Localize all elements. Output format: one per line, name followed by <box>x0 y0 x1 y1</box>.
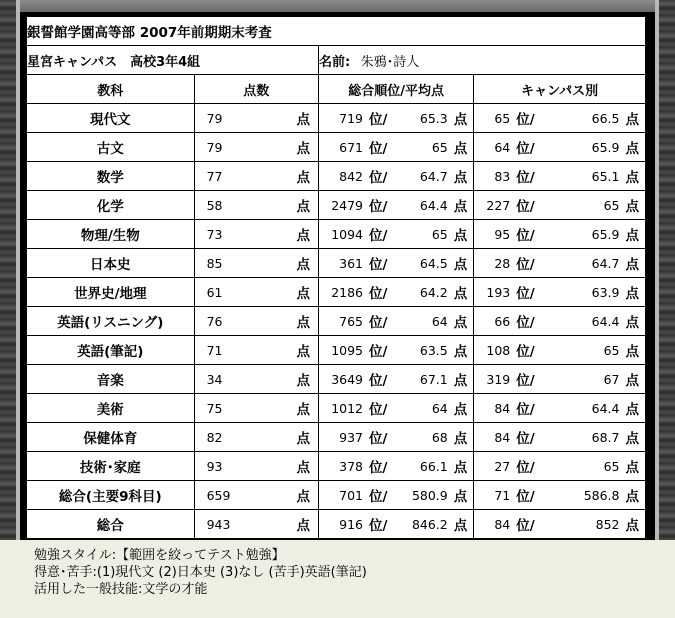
rank-unit: 位/ <box>369 170 388 186</box>
rank-unit: 位/ <box>516 315 535 331</box>
overall-rank: 842 <box>339 168 363 184</box>
campus-average: 66.5 <box>591 110 620 126</box>
table-row <box>27 510 646 539</box>
campus-average: 63.9 <box>591 284 620 300</box>
table-row <box>27 481 646 510</box>
overall-rank: 701 <box>339 487 363 503</box>
campus-cell <box>474 278 646 307</box>
student-name <box>319 46 646 75</box>
window-frame-right <box>655 0 675 540</box>
overall-average: 65.3 <box>419 110 448 126</box>
overall-cell <box>319 191 474 220</box>
point-unit: 点 <box>625 170 639 186</box>
overall-cell <box>319 481 474 510</box>
point-unit: 点 <box>453 402 468 418</box>
rank-unit: 位/ <box>369 112 388 128</box>
point-unit: 点 <box>625 518 639 534</box>
point-unit: 点 <box>296 141 310 157</box>
subject-cell: 美術 <box>27 394 195 423</box>
subject-cell: 技術･家庭 <box>27 452 195 481</box>
overall-rank: 671 <box>339 139 363 155</box>
overall-rank: 2479 <box>331 197 363 213</box>
point-unit: 点 <box>625 402 639 418</box>
score-value: 61 <box>206 284 223 300</box>
rank-unit: 位/ <box>369 460 388 476</box>
rank-unit: 位/ <box>516 170 535 186</box>
point-unit: 点 <box>625 373 639 389</box>
point-unit: 点 <box>296 489 310 505</box>
window-frame-top <box>0 0 675 12</box>
rank-unit: 位/ <box>369 431 388 447</box>
rank-unit: 位/ <box>516 257 535 273</box>
rank-unit: 位/ <box>369 228 388 244</box>
overall-average: 64.7 <box>419 168 448 184</box>
overall-cell <box>319 423 474 452</box>
score-value: 75 <box>206 400 223 416</box>
name-label: 名前: <box>319 54 351 70</box>
rank-unit: 位/ <box>516 344 535 360</box>
rank-unit: 位/ <box>369 257 388 273</box>
rank-unit: 位/ <box>516 286 535 302</box>
point-unit: 点 <box>453 431 468 447</box>
overall-cell <box>319 336 474 365</box>
point-unit: 点 <box>296 170 310 186</box>
applied-skill: 活用した一般技能:文学の才能 <box>34 582 208 597</box>
rank-unit: 位/ <box>369 344 388 360</box>
overall-rank: 916 <box>339 516 363 532</box>
campus-cell <box>474 104 646 133</box>
point-unit: 点 <box>625 315 639 331</box>
overall-rank: 361 <box>339 255 363 271</box>
overall-cell <box>319 162 474 191</box>
overall-cell <box>319 365 474 394</box>
rank-unit: 位/ <box>516 431 535 447</box>
score-cell <box>194 104 318 133</box>
point-unit: 点 <box>453 199 468 215</box>
score-value: 85 <box>206 255 223 271</box>
point-unit: 点 <box>625 228 639 244</box>
overall-cell <box>319 220 474 249</box>
overall-rank: 719 <box>339 110 363 126</box>
point-unit: 点 <box>625 257 639 273</box>
table-row <box>27 104 646 133</box>
overall-rank: 2186 <box>331 284 363 300</box>
overall-rank: 1012 <box>331 400 363 416</box>
overall-cell <box>319 394 474 423</box>
overall-average: 68 <box>431 429 448 445</box>
overall-rank: 1094 <box>331 226 363 242</box>
campus-average: 586.8 <box>583 487 620 503</box>
point-unit: 点 <box>453 170 468 186</box>
campus-cell <box>474 423 646 452</box>
rank-unit: 位/ <box>516 373 535 389</box>
campus-rank: 65 <box>494 110 511 126</box>
point-unit: 点 <box>296 315 310 331</box>
campus-average: 64.4 <box>591 313 620 329</box>
campus-rank: 84 <box>494 400 511 416</box>
score-value: 93 <box>206 458 223 474</box>
campus-cell <box>474 249 646 278</box>
rank-unit: 位/ <box>516 489 535 505</box>
rank-unit: 位/ <box>516 141 535 157</box>
campus-cell <box>474 394 646 423</box>
point-unit: 点 <box>453 460 468 476</box>
score-cell <box>194 510 318 539</box>
campus-rank: 319 <box>486 371 511 387</box>
score-value: 58 <box>206 197 223 213</box>
point-unit: 点 <box>296 112 310 128</box>
point-unit: 点 <box>296 402 310 418</box>
campus-rank: 28 <box>494 255 511 271</box>
table-row <box>27 278 646 307</box>
point-unit: 点 <box>453 112 468 128</box>
campus-cell <box>474 220 646 249</box>
campus-rank: 108 <box>486 342 511 358</box>
point-unit: 点 <box>625 199 639 215</box>
table-row <box>27 133 646 162</box>
campus-class: 星宮キャンパス 高校3年4組 <box>27 46 319 75</box>
subject-cell: 物理/生物 <box>27 220 195 249</box>
overall-cell <box>319 452 474 481</box>
campus-average: 65.1 <box>591 168 620 184</box>
rank-unit: 位/ <box>516 460 535 476</box>
campus-average: 65.9 <box>591 226 620 242</box>
table-row <box>27 249 646 278</box>
table-row <box>27 307 646 336</box>
overall-rank: 765 <box>339 313 363 329</box>
subject-cell: 日本史 <box>27 249 195 278</box>
study-style: 勉強スタイル:【範囲を絞ってテスト勉強】 <box>34 548 285 563</box>
overall-average: 580.9 <box>411 487 448 503</box>
campus-average: 65 <box>603 458 620 474</box>
campus-cell <box>474 191 646 220</box>
point-unit: 点 <box>625 112 639 128</box>
score-cell <box>194 162 318 191</box>
campus-average: 64.4 <box>591 400 620 416</box>
overall-average: 65 <box>431 226 448 242</box>
point-unit: 点 <box>296 431 310 447</box>
score-value: 79 <box>206 110 223 126</box>
table-row <box>27 423 646 452</box>
point-unit: 点 <box>296 199 310 215</box>
header-subject: 教科 <box>27 75 195 104</box>
subject-cell: 英語(リスニング) <box>27 307 195 336</box>
score-value: 76 <box>206 313 223 329</box>
point-unit: 点 <box>296 518 310 534</box>
subject-cell: 数学 <box>27 162 195 191</box>
subject-cell: 保健体育 <box>27 423 195 452</box>
point-unit: 点 <box>453 141 468 157</box>
rank-unit: 位/ <box>369 199 388 215</box>
overall-rank: 3649 <box>331 371 363 387</box>
campus-average: 64.7 <box>591 255 620 271</box>
campus-cell <box>474 307 646 336</box>
table-row <box>27 220 646 249</box>
point-unit: 点 <box>453 257 468 273</box>
table-row <box>27 336 646 365</box>
report-title: 銀誓館学園高等部 2007年前期期末考査 <box>27 17 646 46</box>
rank-unit: 位/ <box>369 402 388 418</box>
header-overall: 総合順位/平均点 <box>319 75 474 104</box>
overall-average: 66.1 <box>419 458 448 474</box>
table-row <box>27 394 646 423</box>
rank-unit: 位/ <box>516 402 535 418</box>
point-unit: 点 <box>625 344 639 360</box>
campus-rank: 66 <box>494 313 511 329</box>
score-value: 79 <box>206 139 223 155</box>
rank-unit: 位/ <box>369 286 388 302</box>
point-unit: 点 <box>625 489 639 505</box>
campus-average: 67 <box>603 371 620 387</box>
rank-unit: 位/ <box>516 112 535 128</box>
overall-average: 64.2 <box>419 284 448 300</box>
overall-average: 63.5 <box>419 342 448 358</box>
campus-rank: 84 <box>494 516 511 532</box>
report-panel <box>20 12 655 540</box>
window-frame-left <box>0 0 20 540</box>
point-unit: 点 <box>453 344 468 360</box>
campus-rank: 27 <box>494 458 511 474</box>
table-row <box>27 365 646 394</box>
point-unit: 点 <box>296 344 310 360</box>
subject-cell: 現代文 <box>27 104 195 133</box>
score-cell <box>194 481 318 510</box>
overall-average: 65 <box>431 139 448 155</box>
rank-unit: 位/ <box>369 518 388 534</box>
score-value: 77 <box>206 168 223 184</box>
header-score: 点数 <box>194 75 318 104</box>
overall-cell <box>319 104 474 133</box>
campus-average: 68.7 <box>591 429 620 445</box>
campus-rank: 83 <box>494 168 511 184</box>
campus-rank: 84 <box>494 429 511 445</box>
title-row <box>27 17 646 46</box>
study-notes <box>34 547 367 598</box>
point-unit: 点 <box>296 373 310 389</box>
campus-cell <box>474 365 646 394</box>
overall-average: 64 <box>431 313 448 329</box>
subject-cell: 英語(筆記) <box>27 336 195 365</box>
overall-average: 64.5 <box>419 255 448 271</box>
campus-rank: 71 <box>494 487 511 503</box>
rank-unit: 位/ <box>516 228 535 244</box>
rank-unit: 位/ <box>369 141 388 157</box>
overall-cell <box>319 510 474 539</box>
point-unit: 点 <box>453 518 468 534</box>
campus-cell <box>474 452 646 481</box>
score-cell <box>194 423 318 452</box>
overall-rank: 1095 <box>331 342 363 358</box>
overall-average: 64.4 <box>419 197 448 213</box>
overall-rank: 378 <box>339 458 363 474</box>
subject-cell: 音楽 <box>27 365 195 394</box>
grades-table <box>26 16 646 539</box>
strengths-weaknesses: 得意･苦手:(1)現代文 (2)日本史 (3)なし (苦手)英語(筆記) <box>34 565 367 580</box>
campus-average: 65 <box>603 342 620 358</box>
point-unit: 点 <box>453 286 468 302</box>
column-header-row <box>27 75 646 104</box>
campus-rank: 64 <box>494 139 511 155</box>
overall-cell <box>319 307 474 336</box>
score-cell <box>194 133 318 162</box>
score-cell <box>194 220 318 249</box>
score-cell <box>194 394 318 423</box>
rank-unit: 位/ <box>369 315 388 331</box>
campus-cell <box>474 481 646 510</box>
campus-rank: 193 <box>486 284 511 300</box>
campus-average: 65.9 <box>591 139 620 155</box>
rank-unit: 位/ <box>369 373 388 389</box>
score-cell <box>194 191 318 220</box>
point-unit: 点 <box>625 141 639 157</box>
campus-average: 65 <box>603 197 620 213</box>
overall-cell <box>319 249 474 278</box>
campus-average: 852 <box>595 516 620 532</box>
score-value: 34 <box>206 371 223 387</box>
point-unit: 点 <box>625 286 639 302</box>
score-cell <box>194 307 318 336</box>
rank-unit: 位/ <box>516 518 535 534</box>
score-value: 943 <box>206 516 231 532</box>
point-unit: 点 <box>296 286 310 302</box>
overall-cell <box>319 278 474 307</box>
score-value: 73 <box>206 226 223 242</box>
point-unit: 点 <box>625 431 639 447</box>
score-cell <box>194 452 318 481</box>
rank-unit: 位/ <box>516 199 535 215</box>
score-cell <box>194 336 318 365</box>
score-value: 659 <box>206 487 231 503</box>
overall-cell <box>319 133 474 162</box>
campus-rank: 227 <box>486 197 511 213</box>
score-value: 82 <box>206 429 223 445</box>
table-row <box>27 191 646 220</box>
overall-average: 846.2 <box>411 516 448 532</box>
overall-rank: 937 <box>339 429 363 445</box>
campus-rank: 95 <box>494 226 511 242</box>
info-row <box>27 46 646 75</box>
point-unit: 点 <box>453 489 468 505</box>
score-cell <box>194 249 318 278</box>
table-row <box>27 162 646 191</box>
subject-cell: 化学 <box>27 191 195 220</box>
subject-cell: 総合 <box>27 510 195 539</box>
point-unit: 点 <box>296 257 310 273</box>
score-cell <box>194 278 318 307</box>
point-unit: 点 <box>453 373 468 389</box>
subject-cell: 総合(主要9科目) <box>27 481 195 510</box>
score-value: 71 <box>206 342 223 358</box>
point-unit: 点 <box>625 460 639 476</box>
table-row <box>27 452 646 481</box>
point-unit: 点 <box>296 460 310 476</box>
campus-cell <box>474 336 646 365</box>
campus-cell <box>474 133 646 162</box>
point-unit: 点 <box>296 228 310 244</box>
overall-average: 64 <box>431 400 448 416</box>
subject-cell: 世界史/地理 <box>27 278 195 307</box>
rank-unit: 位/ <box>369 489 388 505</box>
campus-cell <box>474 162 646 191</box>
overall-average: 67.1 <box>419 371 448 387</box>
score-cell <box>194 365 318 394</box>
campus-cell <box>474 510 646 539</box>
point-unit: 点 <box>453 228 468 244</box>
name-value: 朱鴉･詩人 <box>360 54 420 70</box>
header-campus: キャンパス別 <box>474 75 646 104</box>
subject-cell: 古文 <box>27 133 195 162</box>
point-unit: 点 <box>453 315 468 331</box>
